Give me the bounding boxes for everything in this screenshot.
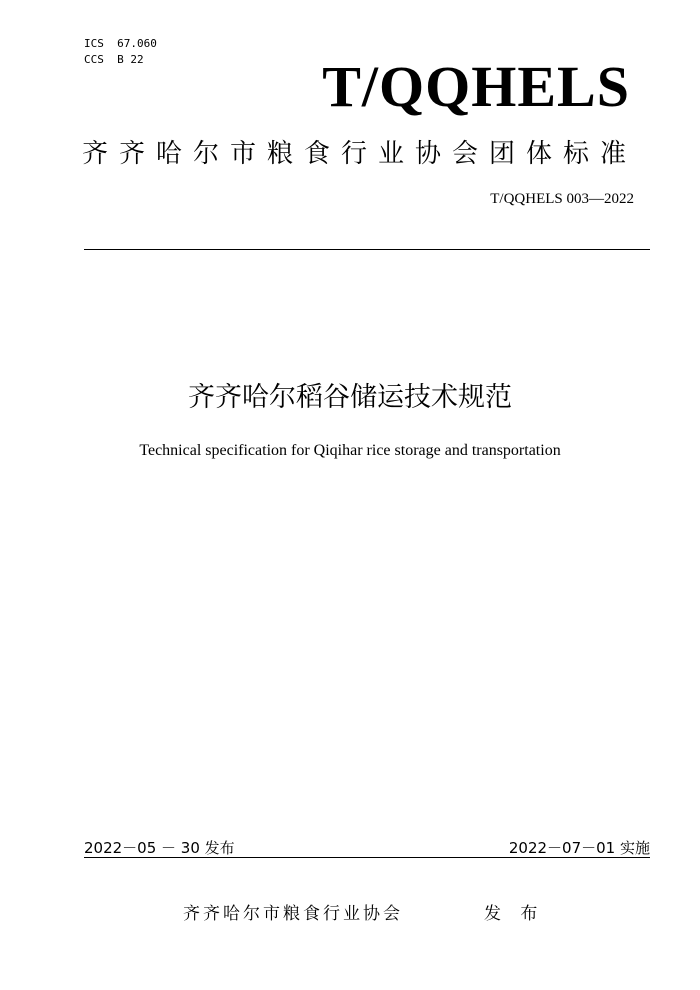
standard-number: T/QQHELS 003—2022 xyxy=(490,191,634,207)
publisher-name: 齐齐哈尔市粮食行业协会 xyxy=(183,904,403,924)
organization-standard-title: 齐齐哈尔市粮食行业协会团体标准 xyxy=(82,139,638,169)
date-divider xyxy=(84,857,650,858)
document-title-english: Technical specification for Qiqihar rice storage and transportation xyxy=(139,442,561,459)
ccs-code: CCS B 22 xyxy=(84,53,144,66)
header-divider xyxy=(84,249,650,250)
standard-brand: T/QQHELS xyxy=(322,54,630,119)
document-title-chinese: 齐齐哈尔稻谷储运技术规范 xyxy=(188,382,512,413)
classification-block xyxy=(84,36,157,68)
implementation-date: 2022－07－01 实施 xyxy=(508,839,650,857)
issue-date: 2022－05 － 30 发布 xyxy=(84,839,235,857)
ics-code: ICS 67.060 xyxy=(84,37,157,50)
publish-label: 发 布 xyxy=(484,904,545,924)
